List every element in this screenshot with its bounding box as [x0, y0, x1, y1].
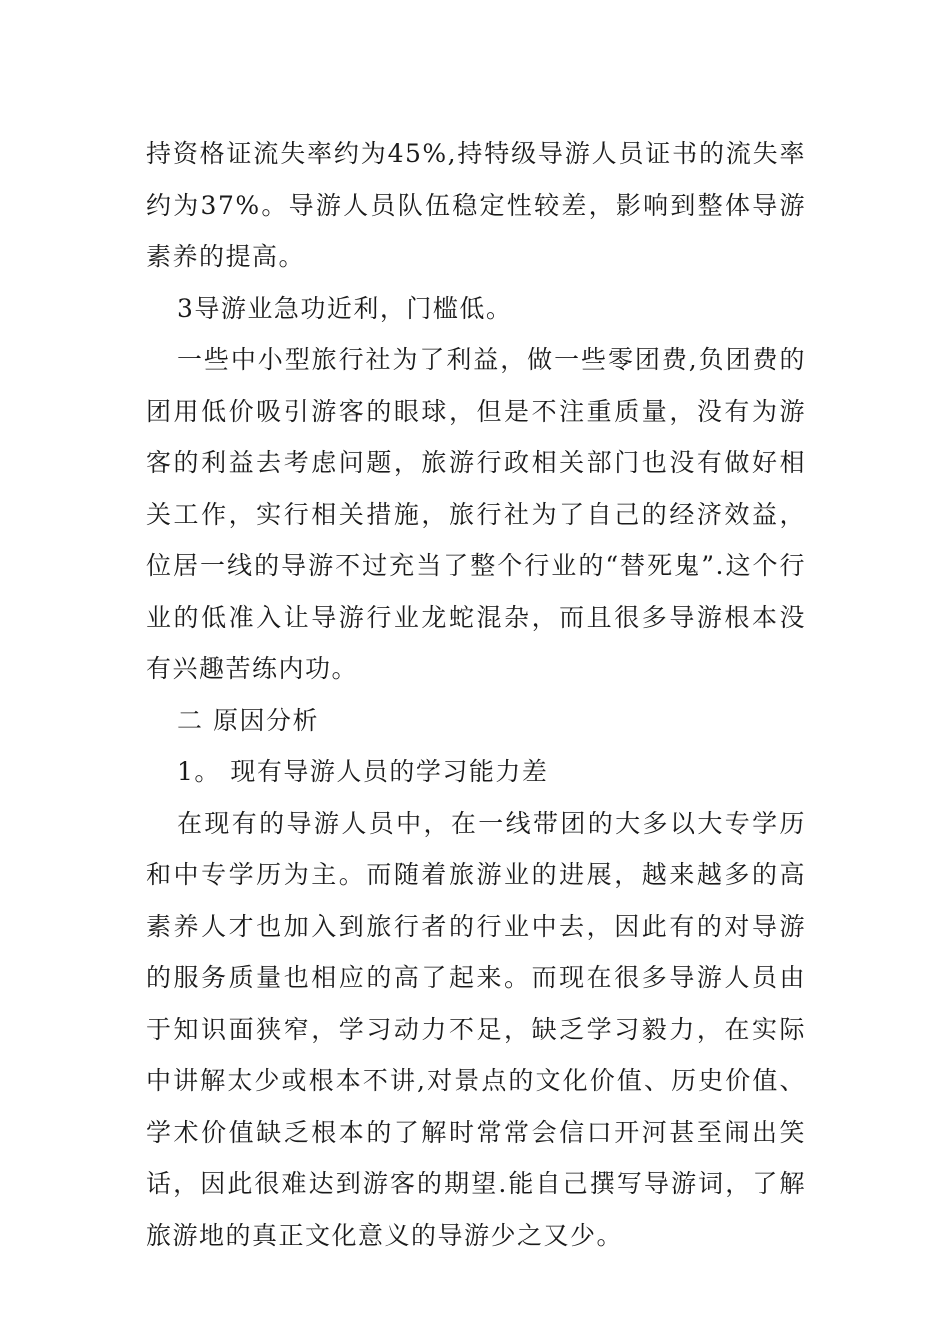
heading-learning-ability: 1。 现有导游人员的学习能力差: [177, 757, 549, 786]
paragraph-learning-ability: 在现有的导游人员中，在一线带团的大多以大专学历和中专学历为主。而随着旅游业的进展，越来越多的高素养人才也加入到旅行者的行业中去，因此有的对导游的服务质量也相应的高了起来。而现在很多导游人员由于知识面狭窄，学习动力不足，缺乏学习毅力，在实际中讲解太少或根本不讲,对景点的文化价值、历史价值、学术价值缺乏根本的了解时常常会信口开河甚至闹出笑话，因此很难达到游客的期望.能自己撰写导游词，了解旅游地的真正文化意义的导游少之又少。: [146, 808, 806, 1250]
document-body: [146, 128, 806, 1261]
heading-cause-analysis: 二 原因分析: [177, 705, 319, 735]
paragraph-agencies: 一些中小型旅行社为了利益，做一些零团费,负团费的团用低价吸引游客的眼球，但是不注重质量，没有为游客的利益去考虑问题，旅游行政相关部门也没有做好相关工作，实行相关措施，旅行社为了自己的经济效益，位居一线的导游不过充当了整个行业的“替死鬼”.这个行业的低准入让导游行业龙蛇混杂，而且很多导游根本没有兴趣苦练内功。: [146, 345, 806, 683]
heading-low-threshold: 3导游业急功近利，门槛低。: [177, 293, 513, 323]
paragraph-turnover-rate: 持资格证流失率约为45%,持特级导游人员证书的流失率约为37%。导游人员队伍稳定性较差，影响到整体导游素养的提高。: [146, 139, 806, 271]
